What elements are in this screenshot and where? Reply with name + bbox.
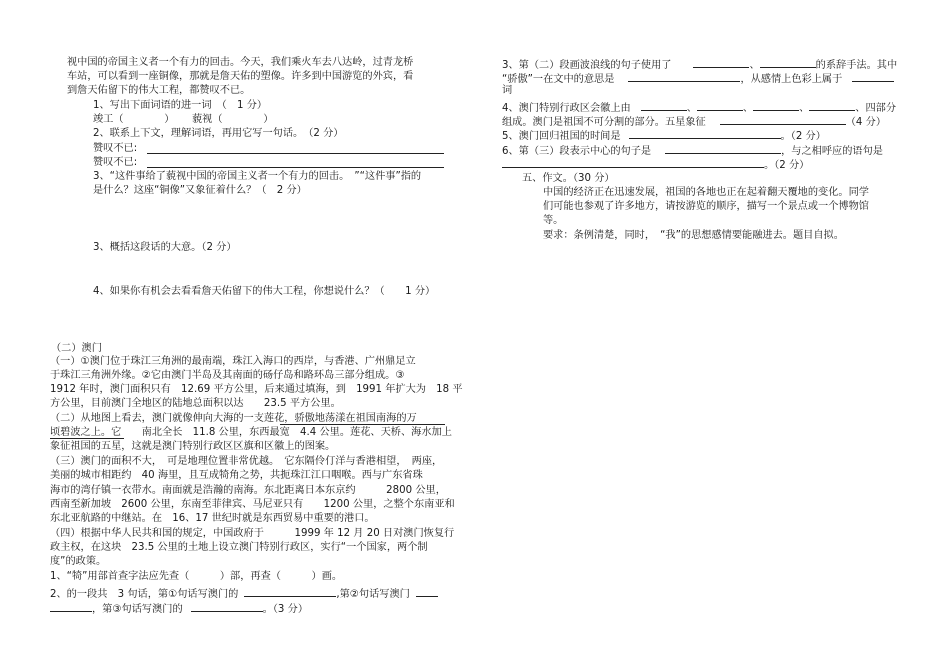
passage-line: 美丽的城市相距约 40 海里，且互成犄角之势，共扼珠江江口咽喉。西与广东省珠 (50, 470, 423, 481)
composition-prompt-line: 等。 (543, 215, 564, 226)
question-5: 4、如果你有机会去看看詹天佑留下的伟大工程，你想说什么？（ 1 分） (93, 286, 436, 297)
answer-blank[interactable] (665, 142, 781, 154)
question-text: 、 (749, 60, 760, 71)
answer-blank[interactable] (753, 99, 799, 111)
composition-prompt-line: 中国的经济正在迅速发展，祖国的各地也正在起着翻天覆地的变化。同学 (543, 187, 869, 198)
answer-blank[interactable] (191, 600, 263, 612)
wavy-underline (280, 424, 445, 425)
question-text: （4 分） (845, 117, 887, 128)
intro-line-3: 到詹天佑留下的伟大工程，都赞叹不已。 (67, 85, 251, 96)
answer-blank[interactable] (628, 70, 740, 82)
passage-line: （二）从地图上看去，澳门就像伸向大海的一支莲花，骄傲地荡漾在祖国南海的万 (50, 413, 417, 424)
answer-line[interactable] (147, 153, 444, 154)
question-text: “骄傲”一在文中的意思是 (502, 74, 615, 85)
question-3-line-1: 3、“这件事给了藐视中国的帝国主义者一个有力的回击。 ”“这件事”指的 (93, 171, 422, 182)
passage-line: 于珠江三角洲外缘。②它由澳门半岛及其南面的砀仔岛和路环岛三部分组成。③ (50, 370, 405, 381)
answer-blank[interactable] (502, 156, 764, 168)
answer-blank[interactable] (416, 585, 438, 597)
question-1-word-a: 竣工（ ） (93, 114, 175, 125)
passage-line: （四）根据中华人民共和国的规定，中国政府于 1999 年 12 月 20 日对澳门恢复行 (50, 528, 455, 539)
passage-line: （三）澳门的面积不大， 可是地理位置非常优越。 它东隔伶仃洋与香港相望， 两座， (50, 456, 443, 467)
composition-prompt-line: 们可能也参观了许多地方，请按游览的顺序，描写一个景点或一个博物馆 (543, 201, 869, 212)
passage-line: 政主权，在这块 23.5 公里的土地上设立澳门特别行政区，实行“一个国家，两个制 (50, 542, 428, 553)
question-text: 2、的一段共 3 句话，第①句话写澳门的 (50, 589, 239, 600)
passage-line: 方公里，目前澳门全地区的陆地总面积以达 23.5 平方公里。 (50, 398, 341, 409)
composition-requirements: 要求：条例清楚，同时， “我”的思想感情要能融进去。题目自拟。 (543, 230, 844, 241)
question-text: ，与之相呼应的语句是 (781, 146, 883, 157)
question-text: 。（2 分） (780, 131, 826, 142)
wavy-underline (50, 438, 124, 439)
passage-line: 海市的湾仔镇一衣带水。南面就是浩瀚的南海。东北距离日本东京约 2800 公里， (50, 485, 446, 496)
question-text: 、 (799, 103, 810, 114)
intro-line-1: 视中国的帝国主义者一个有力的回击。今天，我们乘火车去八达岭，过青龙桥 (67, 57, 414, 68)
answer-blank[interactable] (693, 56, 749, 68)
question-text: 6、第（三）段表示中心的句子是 (502, 146, 652, 157)
question-4: 3、概括这段话的大意。（2 分） (93, 242, 237, 253)
answer-line[interactable] (147, 167, 444, 168)
question-text: 5、澳门回归祖国的时间是 (502, 131, 621, 142)
right-question-3-line-2 (502, 70, 894, 87)
composition-title: 五、作文。（30 分） (522, 173, 615, 184)
passage-line: 顷碧波之上。它 南北全长 11.8 公里，东西最宽 4.4 公里。莲花、天桥、海水加上 (50, 427, 452, 438)
passage-line: 象征祖国的五星，这就是澳门特别行政区区旗和区徽上的图案。 (50, 441, 336, 452)
intro-line-2: 车站，可以看到一座铜像，那就是詹天佑的塑像。许多到中国游览的外宾，看 (67, 71, 414, 82)
question-2: 2、联系上下文，理解词语，再用它写一句话。 （2 分） (93, 128, 344, 139)
section-2-title: （二）澳门 (51, 343, 102, 354)
question-text: 的系辞手法。其中 (815, 60, 898, 71)
question-text: 。（3 分） (262, 604, 309, 615)
question-text: 。（2 分） (764, 160, 810, 171)
question-text: 3、第（二）段画波浪线的句子使用了 (502, 60, 672, 71)
answer-blank[interactable] (720, 113, 846, 125)
passage-line: 度”的政策。 (50, 556, 107, 567)
question-text: 、 (742, 103, 754, 114)
answer-blank[interactable] (697, 99, 743, 111)
passage-line: （一）①澳门位于珠江三角洲的最南端，珠江入海口的西岸，与香港、广州鼎足立 (50, 356, 416, 367)
right-question-6-line-2 (502, 156, 809, 173)
answer-blank[interactable] (244, 585, 336, 597)
passage-question-2-line-2 (50, 600, 308, 617)
question-text: ,第②句话写澳门 (336, 589, 410, 600)
answer-blank[interactable] (760, 56, 816, 68)
question-2-answer-a-label: 赞叹不已: (93, 143, 138, 154)
right-question-3-line-3: 词 (502, 85, 513, 96)
question-1-word-b: 藐视（ ） (192, 114, 274, 125)
question-text: ，第③句话写澳门的 (92, 604, 183, 615)
passage-line: 西南至新加坡 2600 公里，东南至菲律宾、马尼亚只有 1200 公里，之整个东南亚和 (50, 499, 455, 510)
question-text: 、 (686, 103, 697, 114)
question-text: 组成。澳门是祖国不可分割的部分。五星象征 (502, 117, 706, 128)
answer-blank[interactable] (809, 99, 855, 111)
answer-blank[interactable] (852, 70, 894, 82)
question-text: 4、澳门特别行政区会徽上由 (502, 103, 631, 114)
question-text: 、四部分 (855, 103, 897, 114)
passage-question-1: 1、“犄”用部首查字法应先查（ ）部，再查（ ）画。 (50, 571, 343, 582)
answer-blank[interactable] (629, 127, 781, 139)
question-1: 1、写出下面词语的进一词 （ 1 分） (93, 100, 268, 111)
passage-line: 1912 年时，澳门面积只有 12.69 平方公里，后来通过填海，到 1991 年扩大为 18 平 (50, 384, 463, 395)
question-3-line-2: 是什么？这座“铜像”又象征着什么？（ 2 分） (93, 185, 307, 196)
answer-blank[interactable] (50, 600, 92, 612)
question-text: ，从感情上色彩上属于 (740, 74, 843, 85)
question-2-answer-b-label: 赞叹不已: (93, 157, 138, 168)
passage-line: 东北亚航路的中继站。在 16、17 世纪时就是东西贸易中重要的港口。 (50, 513, 375, 524)
answer-blank[interactable] (641, 99, 687, 111)
